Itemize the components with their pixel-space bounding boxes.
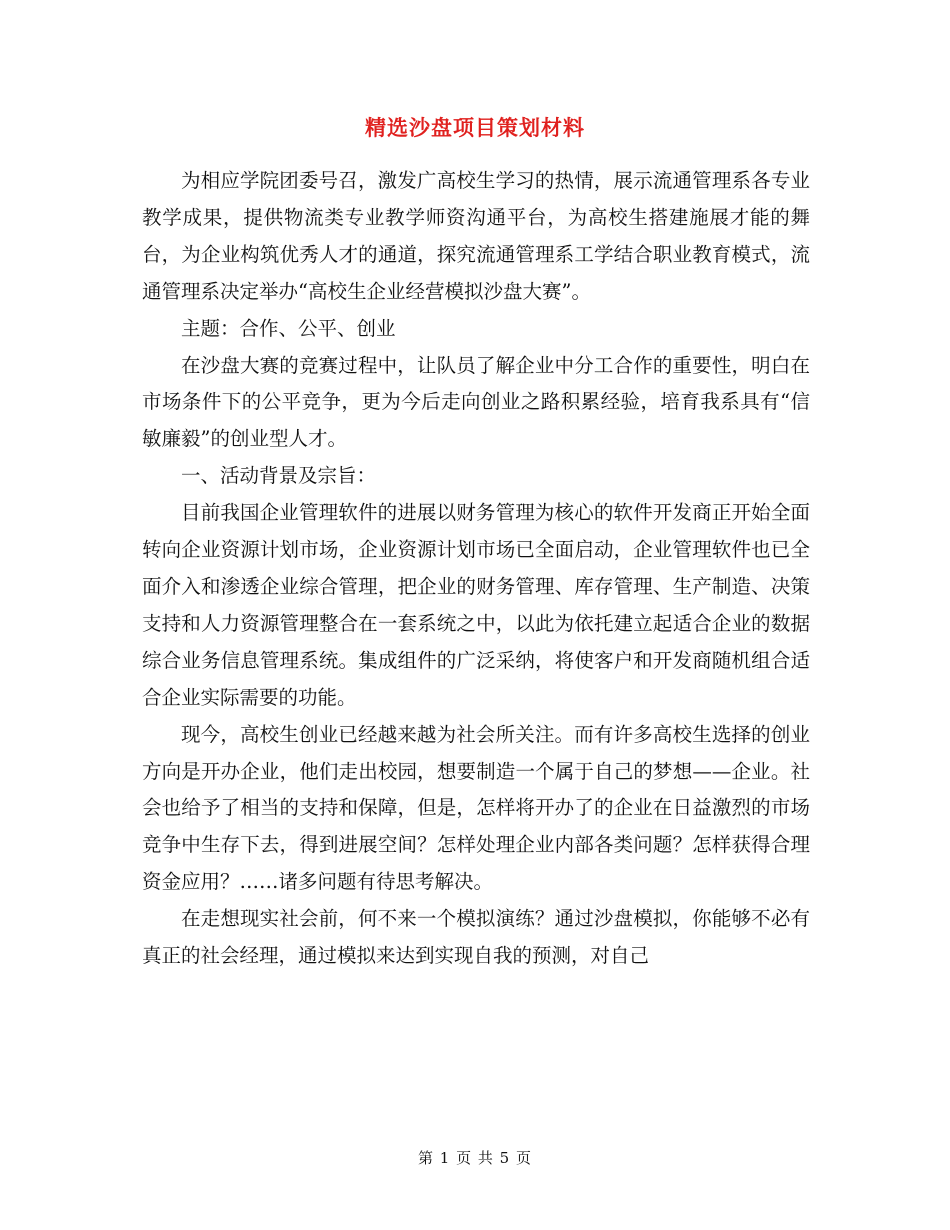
paragraph-simulation: 在走想现实社会前，何不来一个模拟演练？通过沙盘模拟，你能够不必有真正的社会经理，通过模拟来达到实现自我的预测，对自己 [142, 907, 810, 968]
section-heading-background: 一、活动背景及宗旨： [181, 464, 377, 488]
document-title: 精选沙盘项目策划材料 [365, 115, 585, 140]
paragraph-goal: 在沙盘大赛的竞赛过程中，让队员了解企业中分工合作的重要性，明白在市场条件下的公平竞争，更为今后走向创业之路积累经验，培育我系具有“信敏廉毅”的创业型人才。 [142, 353, 810, 451]
page-footer: 第 1 页 共 5 页 [418, 1149, 532, 1167]
paragraph-entrepreneurship: 现今，高校生创业已经越来越为社会所关注。而有许多高校生选择的创业方向是开办企业，他们走出校园，想要制造一个属于自己的梦想——企业。社会也给予了相当的支持和保障，但是，怎样将开办了的企业在日益激烈的市场竞争中生存下去，得到进展空间？怎样处理企业内部各类问题？怎样获得合理资金应用？……诸多问题有待思考解决。 [142, 722, 810, 894]
paragraph-background: 目前我国企业管理软件的进展以财务管理为核心的软件开发商正开始全面转向企业资源计划市场，企业资源计划市场已全面启动，企业管理软件也已全面介入和渗透企业综合管理，把企业的财务管理、库存管理、生产制造、决策支持和人力资源管理整合在一套系统之中，以此为依托建立起适合企业的数据综合业务信息管理系统。集成组件的广泛采纳，将使客户和开发商随机组合适合企业实际需要的功能。 [142, 501, 810, 709]
paragraph-theme: 主题：合作、公平、创业 [181, 316, 396, 340]
document-body [142, 163, 810, 975]
paragraph-intro: 为相应学院团委号召，激发广高校生学习的热情，展示流通管理系各专业教学成果，提供物流类专业教学师资沟通平台，为高校生搭建施展才能的舞台，为企业构筑优秀人才的通道，探究流通管理系工学结合职业教育模式，流通管理系决定举办“高校生企业经营模拟沙盘大赛”。 [142, 169, 810, 303]
